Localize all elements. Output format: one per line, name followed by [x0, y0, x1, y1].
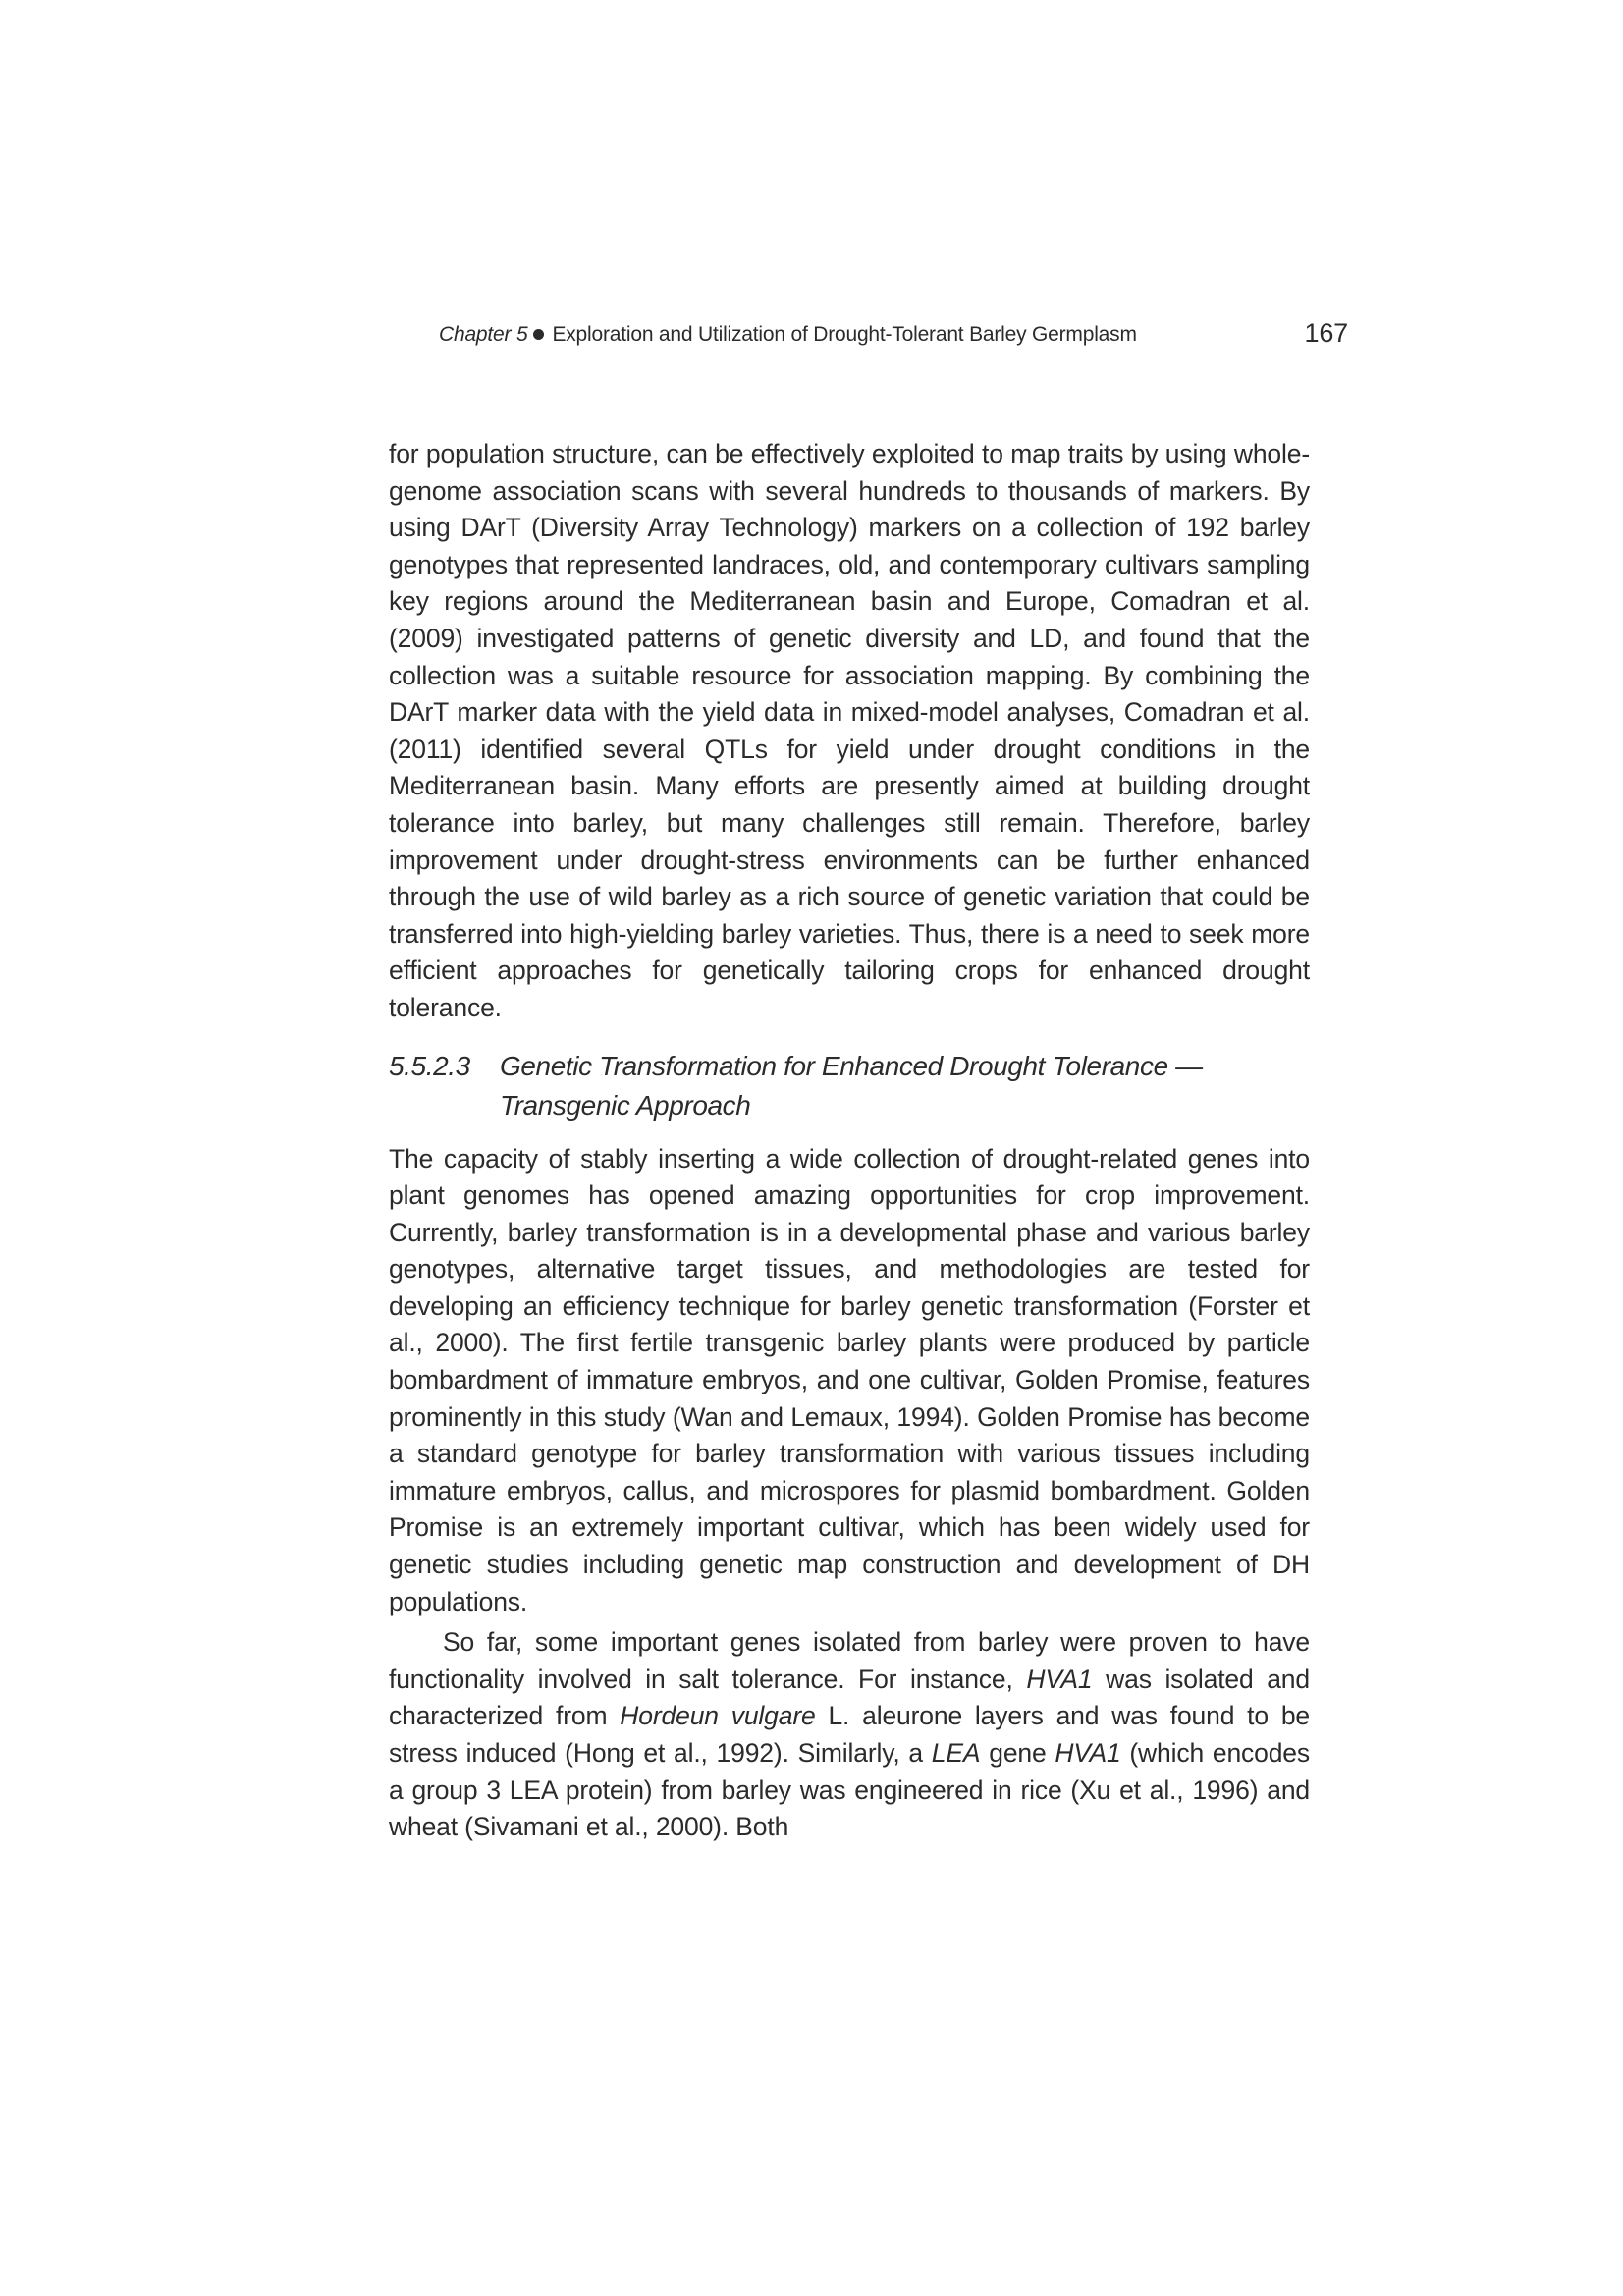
bullet-icon — [533, 329, 544, 340]
paragraph — [389, 1624, 1310, 1846]
gene-name: HVA1 — [1026, 1664, 1093, 1694]
section-title: Genetic Transformation for Enhanced Drought Tolerance — Transgenic Approach — [500, 1050, 1203, 1121]
gene-name: HVA1 — [1055, 1738, 1121, 1768]
species-name: Hordeun vulgare — [620, 1701, 816, 1731]
section-number: 5.5.2.3 — [389, 1050, 470, 1081]
text-run: was isolated and characterized from — [389, 1664, 1310, 1731]
paragraph: for population structure, can be effectively exploited to map traits by using whole-genome association scans with several hundreds to thousands of markers. By using DArT (Diversity Array Technology) markers on a collection of 192 barley genotypes that represented landraces, old, and contemporary cultivars sampling key regions around the Mediterranean basin and Europe, Comadran et al. (2009) investigated patterns of genetic diversity and LD, and found that the collection was a suitable resource for association mapping. By combining the DArT marker data with the yield data in mixed-model analyses, Comadran et al. (2011) identified several QTLs for yield under drought conditions in the Mediterranean basin. Many efforts are presently aimed at building drought tolerance into barley, but many challenges still remain. Therefore, barley improvement under drought-stress environments can be further enhanced through the use of wild barley as a rich source of genetic variation that could be transferred into high-yielding barley varieties. Thus, there is a need to seek more efficient approaches for genetically tailoring crops for enhanced drought tolerance. — [389, 439, 1310, 1022]
text-run: (which encodes a group 3 LEA protein) from barley was engineered in rice (Xu et al., 1996) and wheat (Sivamani et al., 2000). Both — [389, 1738, 1310, 1842]
running-header — [439, 320, 1348, 350]
page-number: 167 — [1304, 318, 1348, 348]
chapter-label: Chapter 5 — [439, 323, 528, 346]
text-run: L. aleurone layers and was found to be stress induced (Hong et al., 1992). Similarly, a — [389, 1701, 1311, 1768]
paragraph: The capacity of stably inserting a wide collection of drought-related genes into plant genomes has opened amazing opportunities for crop improvement. Currently, barley transformation is in a developmental phase and various barley genotypes, alternative target tissues, and methodologies are tested for developing an efficiency technique for barley genetic transformation (Forster et al., 2000). The first fertile transgenic barley plants were produced by particle bombardment of immature embryos, and one cultivar, Golden Promise, features prominently in this study (Wan and Lemaux, 1994). Golden Promise has become a standard genotype for barley transformation with various tissues including immature embryos, callus, and microspores for plasmid bombardment. Golden Promise is an extremely important cultivar, which has been widely used for genetic studies including genetic map construction and development of DH populations. — [389, 1143, 1310, 1616]
chapter-title: Exploration and Utilization of Drought-Tolerant Barley Germplasm — [552, 323, 1137, 346]
page-body — [389, 436, 1310, 1846]
text-run: gene — [980, 1738, 1055, 1768]
gene-name: LEA — [931, 1738, 981, 1768]
section-heading — [389, 1047, 1310, 1125]
text-run: So far, some important genes isolated from barley were proven to have functionality involved in salt tolerance. For instance, — [389, 1627, 1310, 1694]
